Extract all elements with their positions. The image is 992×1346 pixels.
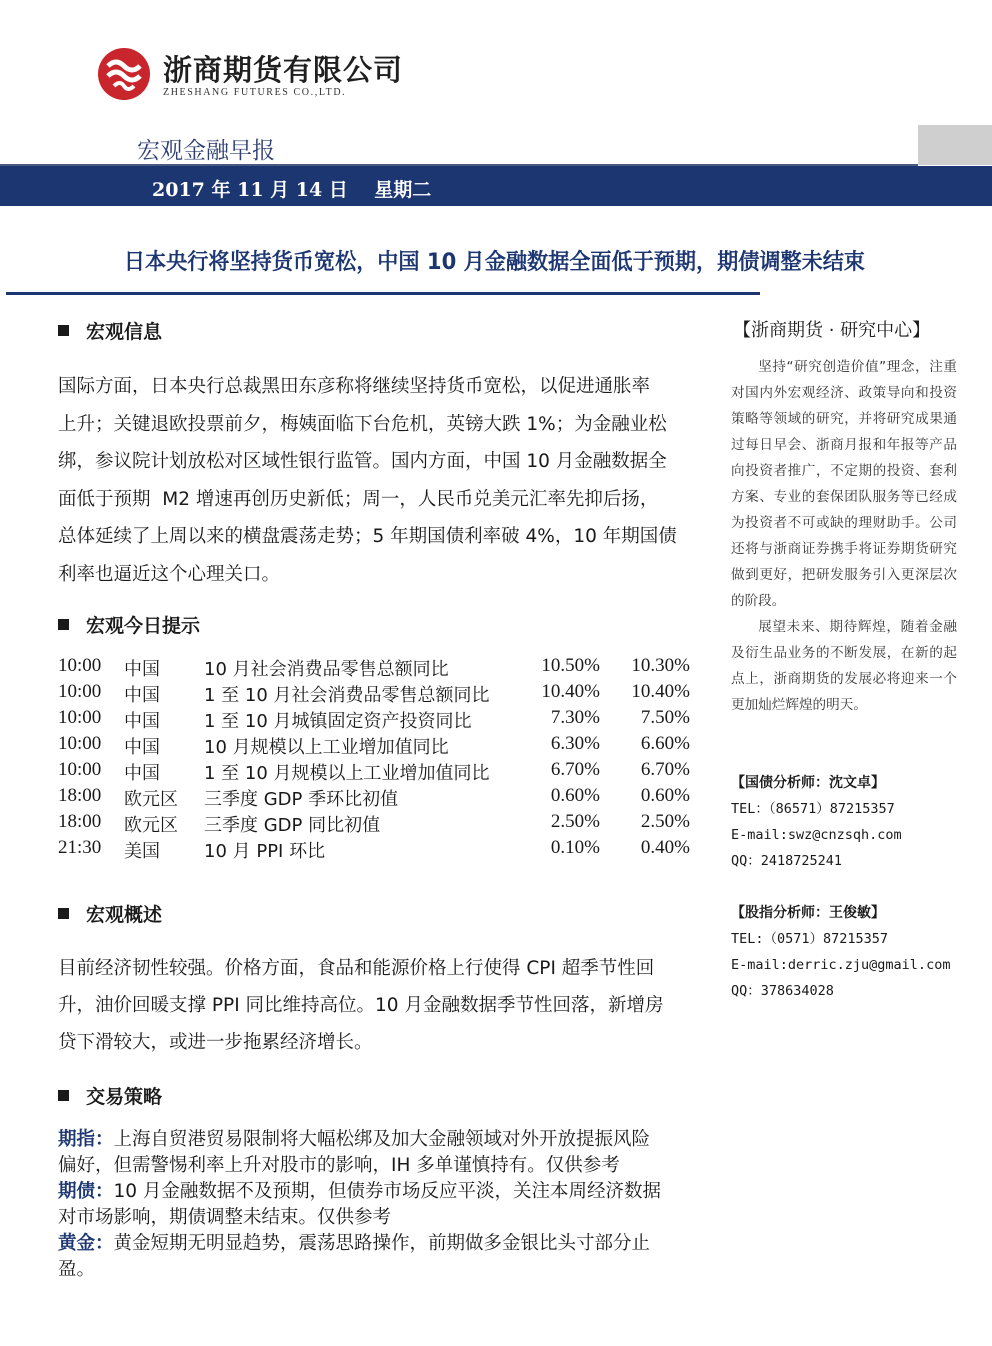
schedule-value-forecast: 6.60% (640, 733, 690, 754)
schedule-item: 10 月规模以上工业增加值同比 (204, 737, 449, 758)
schedule-row (58, 759, 718, 785)
macro-info-paragraph (58, 368, 713, 593)
header-grey-tab (918, 125, 992, 165)
report-headline: 日本央行将坚持货币宽松，中国 10 月金融数据全面低于预期，期债调整未结束 (123, 250, 865, 275)
schedule-value-forecast: 0.40% (640, 837, 690, 858)
strategy-item-line: 偏好，但需警惕利率上升对股市的影响，IH 多单谨慎持有。仅供参考 (58, 1155, 620, 1176)
analyst-tel: TEL:（0571）87215357 (731, 931, 889, 947)
schedule-time: 21:30 (58, 837, 102, 858)
section-heading-overview: 宏观概述 (58, 900, 162, 927)
analyst-card-index (731, 900, 971, 1004)
schedule-value-forecast: 7.50% (640, 707, 690, 728)
schedule-value-previous: 0.10% (550, 837, 600, 858)
overview-paragraph (58, 950, 713, 1061)
schedule-row (58, 681, 718, 707)
bullet-square-icon (58, 325, 69, 336)
schedule-item: 三季度 GDP 同比初值 (204, 815, 381, 836)
schedule-country: 中国 (124, 763, 160, 784)
schedule-row (58, 655, 718, 681)
schedule-item: 三季度 GDP 季环比初值 (204, 789, 399, 810)
section-heading-strategy: 交易策略 (58, 1082, 162, 1109)
schedule-time: 18:00 (58, 785, 102, 806)
bullet-square-icon (58, 619, 69, 630)
schedule-value-forecast: 6.70% (640, 759, 690, 780)
schedule-item: 10 月 PPI 环比 (204, 841, 326, 862)
schedule-item: 1 至 10 月城镇固定资产投资同比 (204, 711, 472, 732)
section-heading-today-hints: 宏观今日提示 (58, 611, 200, 638)
report-type-title: 宏观金融早报 (137, 138, 275, 164)
strategy-item-bond-futures: 期债：10 月金融数据不及预期，但债券市场反应平淡，关注本周经济数据 (58, 1181, 661, 1202)
schedule-value-previous: 0.60% (550, 785, 600, 806)
report-date: 2017 年 11 月 14 日 星期二 (152, 179, 432, 201)
strategy-item-line: 对市场影响，期债调整未结束。仅供参考 (58, 1207, 392, 1228)
paragraph-line: 利率也逼近这个心理关口。 (58, 563, 281, 585)
schedule-item: 1 至 10 月规模以上工业增加值同比 (204, 763, 490, 784)
analyst-email[interactable]: E-mail:derric.zju@gmail.com (731, 957, 951, 973)
analyst-tel: TEL：（86571）87215357 (731, 801, 895, 817)
sidebar-title: 【浙商期货 · 研究中心】 (733, 320, 931, 341)
schedule-time: 10:00 (58, 681, 102, 702)
analyst-card-bond (731, 770, 971, 874)
schedule-time: 10:00 (58, 655, 102, 676)
paragraph-line: 升，油价回暖支撑 PPI 同比维持高位。10 月金融数据季节性回落，新增房 (58, 995, 664, 1016)
schedule-country: 中国 (124, 711, 160, 732)
strategy-item-gold: 黄金：黄金短期无明显趋势，震荡思路操作，前期做多金银比头寸部分止 (58, 1233, 651, 1254)
schedule-item: 10 月社会消费品零售总额同比 (204, 659, 449, 680)
strategy-label: 期指： (58, 1129, 114, 1150)
schedule-country: 欧元区 (124, 789, 178, 810)
sidebar-paragraph: 坚持“研究创造价值”理念，注重对国内外宏观经济、政策导向和投资策略等领域的研究，并将研究成果通过每日早会、浙商月报和年报等产品向投资者推广，不定期的投资、套利方案、专业的套保团队服务等已经成为投资者不可或缺的理财助手。公司还将与浙商证券携手将证券期货研究做到更好，把研发服务引入更深层次的阶段。 (731, 359, 957, 609)
analyst-title: 【股指分析师：王俊敏】 (731, 905, 885, 921)
schedule-item: 1 至 10 月社会消费品零售总额同比 (204, 685, 490, 706)
analyst-qq: QQ：378634028 (731, 983, 834, 999)
analyst-email[interactable]: E-mail:swz@cnzsqh.com (731, 827, 902, 843)
schedule-table (58, 655, 718, 863)
strategy-item-index-futures: 期指：上海自贸港贸易限制将大幅松绑及加大金融领域对外开放提振风险 (58, 1129, 651, 1150)
schedule-row (58, 707, 718, 733)
schedule-row (58, 785, 718, 811)
schedule-time: 10:00 (58, 759, 102, 780)
sidebar-paragraph: 展望未来、期待辉煌，随着金融及衍生品业务的不断发展，在新的起点上，浙商期货的发展必将迎来一个更加灿烂辉煌的明天。 (731, 619, 957, 713)
company-name-en: ZHESHANG FUTURES CO.,LTD. (163, 87, 347, 98)
paragraph-line: 目前经济韧性较强。价格方面，食品和能源价格上行使得 CPI 超季节性回 (58, 958, 655, 979)
schedule-country: 中国 (124, 737, 160, 758)
schedule-value-forecast: 10.40% (631, 681, 690, 702)
sidebar-intro (731, 354, 957, 718)
date-bar (0, 166, 992, 206)
schedule-row (58, 811, 718, 837)
schedule-country: 美国 (124, 841, 160, 862)
schedule-value-forecast: 10.30% (631, 655, 690, 676)
paragraph-line: 面低于预期 M2 增速再创历史新低；周一，人民币兑美元汇率先抑后扬， (58, 488, 659, 510)
analyst-title: 【国债分析师：沈文卓】 (731, 775, 885, 791)
bullet-square-icon (58, 908, 69, 919)
schedule-value-previous: 6.30% (550, 733, 600, 754)
schedule-row (58, 733, 718, 759)
strategy-item-line: 盈。 (58, 1259, 96, 1280)
schedule-value-previous: 6.70% (550, 759, 600, 780)
schedule-time: 18:00 (58, 811, 102, 832)
paragraph-line: 国际方面，日本央行总裁黑田东彦称将继续坚持货币宽松，以促进通胀率 (58, 376, 651, 397)
paragraph-line: 总体延续了上周以来的横盘震荡走势；5 年期国债利率破 4%，10 年期国债 (58, 526, 677, 547)
headline-underline (6, 292, 760, 295)
schedule-country: 中国 (124, 685, 160, 706)
schedule-time: 10:00 (58, 733, 102, 754)
strategy-list (58, 1127, 713, 1283)
company-logo-icon (96, 46, 152, 102)
company-name-cn: 浙商期货有限公司 (163, 53, 404, 87)
strategy-label: 黄金： (58, 1233, 114, 1254)
schedule-country: 欧元区 (124, 815, 178, 836)
schedule-value-forecast: 2.50% (640, 811, 690, 832)
schedule-country: 中国 (124, 659, 160, 680)
schedule-value-previous: 10.40% (541, 681, 600, 702)
strategy-label: 期债： (58, 1181, 114, 1202)
schedule-value-previous: 10.50% (541, 655, 600, 676)
section-heading-macro-info: 宏观信息 (58, 317, 162, 344)
schedule-value-forecast: 0.60% (640, 785, 690, 806)
paragraph-line: 绑，参议院计划放松对区域性银行监管。国内方面，中国 10 月金融数据全 (58, 451, 667, 472)
paragraph-line: 贷下滑较大，或进一步拖累经济增长。 (58, 1032, 373, 1053)
schedule-row (58, 837, 718, 863)
bullet-square-icon (58, 1090, 69, 1101)
schedule-value-previous: 7.30% (550, 707, 600, 728)
paragraph-line: 上升；关键退欧投票前夕，梅姨面临下台危机，英镑大跌 1%；为金融业松 (58, 413, 667, 435)
schedule-time: 10:00 (58, 707, 102, 728)
analyst-qq: QQ：2418725241 (731, 853, 843, 869)
schedule-value-previous: 2.50% (550, 811, 600, 832)
